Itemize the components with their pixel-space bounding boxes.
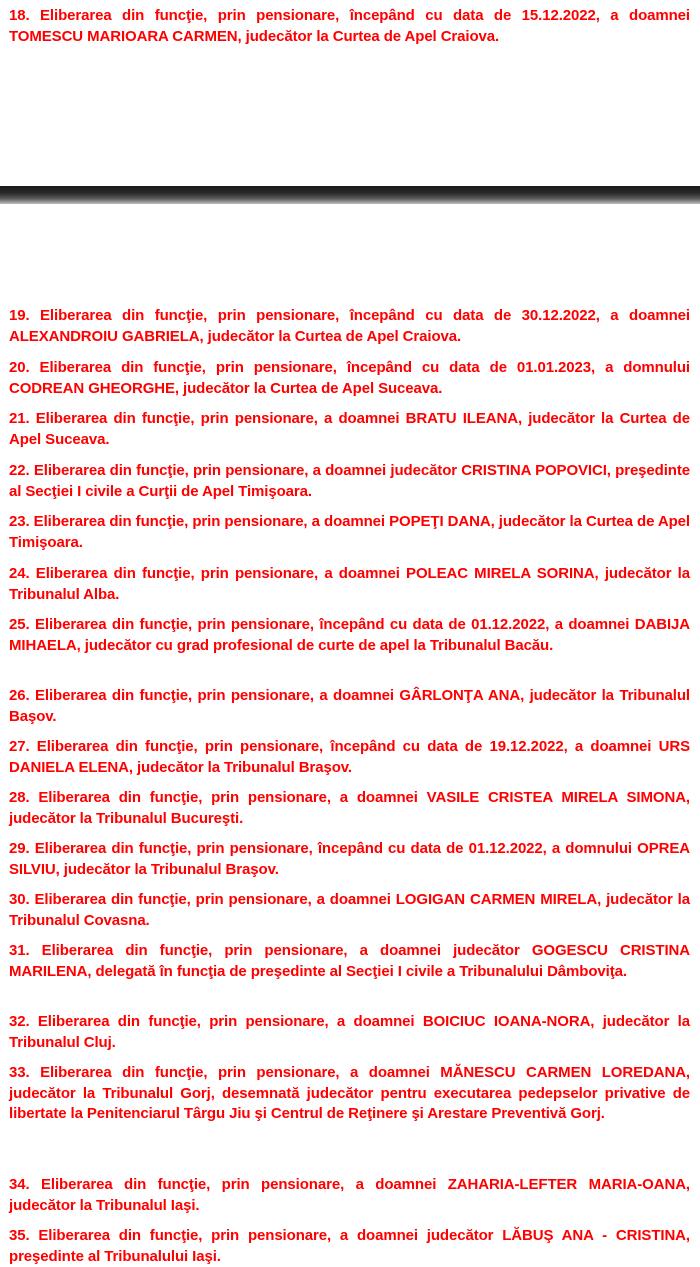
document-page-bottom bbox=[0, 204, 700, 1265]
paragraph-28: 28. Eliberarea din funcţie, prin pensionare, a doamnei VASILE CRISTEA MIRELA SIMONA, judecător la Tribunalul Bucureşti. bbox=[9, 789, 690, 827]
paragraph-33: 33. Eliberarea din funcţie, prin pensionare, a doamnei MĂNESCU CARMEN LOREDANA, judecător la Tribunalul Gorj, desemnată judecător pentru executarea pedepselor privative de libertate la Penitenciarul Târgu Jiu şi Centrul de Reţinere şi Arestare Preventivă Gorj. bbox=[9, 1064, 690, 1122]
paragraph-23: 23. Eliberarea din funcţie, prin pensionare, a doamnei POPEŢI DANA, judecător la Curtea de Apel Timişoara. bbox=[9, 513, 690, 551]
paragraph-27: 27. Eliberarea din funcţie, prin pensionare, începând cu data de 19.12.2022, a doamnei URS DANIELA ELENA, judecător la Tribunalul Braşov. bbox=[9, 738, 690, 776]
paragraph-22: 22. Eliberarea din funcţie, prin pensionare, a doamnei judecător CRISTINA POPOVICI, preşedinte al Secţiei I civile a Curţii de Apel Timişoara. bbox=[9, 462, 690, 500]
paragraph-18: 18. Eliberarea din funcţie, prin pensionare, începând cu data de 15.12.2022, a doamnei TOMESCU MARIOARA CARMEN, judecător la Curtea de Apel Craiova. bbox=[9, 7, 690, 45]
paragraph-30: 30. Eliberarea din funcţie, prin pensionare, a doamnei LOGIGAN CARMEN MIRELA, judecător la Tribunalul Covasna. bbox=[9, 891, 690, 929]
paragraph-32: 32. Eliberarea din funcţie, prin pensionare, a doamnei BOICIUC IOANA-NORA, judecător la Tribunalul Cluj. bbox=[9, 1013, 690, 1051]
paragraph-19: 19. Eliberarea din funcţie, prin pensionare, începând cu data de 30.12.2022, a doamnei ALEXANDROIU GABRIELA, judecător la Curtea de Apel Craiova. bbox=[9, 307, 690, 345]
paragraph-29: 29. Eliberarea din funcţie, prin pensionare, începând cu data de 01.12.2022, a domnului OPREA SILVIU, judecător la Tribunalul Braşov. bbox=[9, 840, 690, 878]
page-separator bbox=[0, 186, 700, 204]
paragraph-34: 34. Eliberarea din funcţie, prin pensionare, a doamnei ZAHARIA-LEFTER MARIA-OANA, judecător la Tribunalul Iaşi. bbox=[9, 1176, 690, 1214]
paragraph-35: 35. Eliberarea din funcţie, prin pensionare, a doamnei judecător LĂBUŞ ANA - CRISTINA, preşedinte al Tribunalului Iaşi. bbox=[9, 1227, 690, 1265]
paragraph-24: 24. Eliberarea din funcţie, prin pensionare, a doamnei POLEAC MIRELA SORINA, judecător la Tribunalul Alba. bbox=[9, 565, 690, 603]
paragraph-21: 21. Eliberarea din funcţie, prin pensionare, a doamnei BRATU ILEANA, judecător la Curtea de Apel Suceava. bbox=[9, 410, 690, 448]
paragraph-31: 31. Eliberarea din funcţie, prin pensionare, a doamnei judecător GOGESCU CRISTINA MARILENA, delegată în funcţia de preşedinte al Secţiei I civile a Tribunalului Dâmboviţa. bbox=[9, 942, 690, 980]
paragraph-20: 20. Eliberarea din funcţie, prin pensionare, începând cu data de 01.01.2023, a domnului CODREAN GHEORGHE, judecător la Curtea de Apel Suceava. bbox=[9, 359, 690, 397]
paragraph-25: 25. Eliberarea din funcţie, prin pensionare, începând cu data de 01.12.2022, a doamnei DABIJA MIHAELA, judecător cu grad profesional de curte de apel la Tribunalul Bacău. bbox=[9, 616, 690, 654]
document-page-top bbox=[0, 0, 700, 186]
paragraph-26: 26. Eliberarea din funcţie, prin pensionare, a doamnei GÂRLONŢA ANA, judecător la Tribunalul Başov. bbox=[9, 687, 690, 725]
